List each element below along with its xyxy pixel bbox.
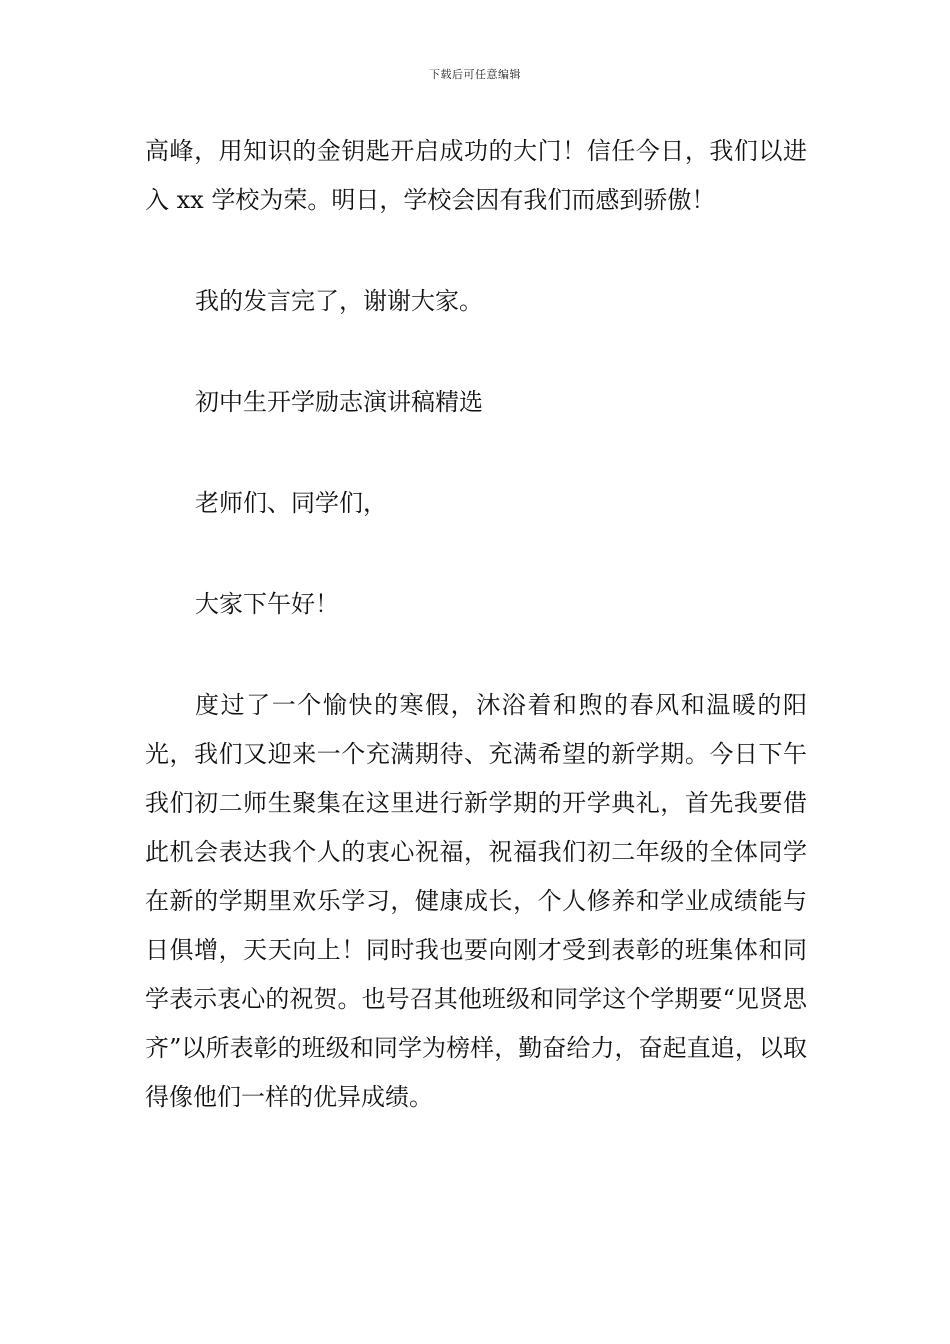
document-body (145, 127, 807, 1122)
paragraph-greeting: 大家下午好！ (195, 590, 339, 618)
paragraph-title: 初中生开学励志演讲稿精选 (195, 388, 483, 416)
paragraph-body: 度过了一个愉快的寒假，沐浴着和煦的春风和温暖的阳光，我们又迎来一个充满期待、充满希望的新学期。今日下午我们初二师生聚集在这里进行新学期的开学典礼，首先我要借此机会表达我个人的衷心祝福，祝福我们初二年级的全体同学在新的学期里欢乐学习，健康成长，个人修养和学业成绩能与日俱增，天天向上！同时我也要向刚才受到表彰的班集体和同学表示衷心的祝贺。也号召其他班级和同学这个学期要“见贤思齐”以所表彰的班级和同学为榜样，勤奋给力，奋起直追，以取得像他们一样的优异成绩。 (145, 691, 807, 1111)
paragraph-continuation: 高峰，用知识的金钥匙开启成功的大门！信任今日，我们以进入 xx 学校为荣。明日，学校会因有我们而感到骄傲！ (145, 137, 807, 214)
paragraph-closing: 我的发言完了，谢谢大家。 (195, 287, 483, 315)
header-note: 下载后可任意编辑 (429, 68, 521, 81)
paragraph-salutation: 老师们、同学们， (195, 489, 387, 517)
